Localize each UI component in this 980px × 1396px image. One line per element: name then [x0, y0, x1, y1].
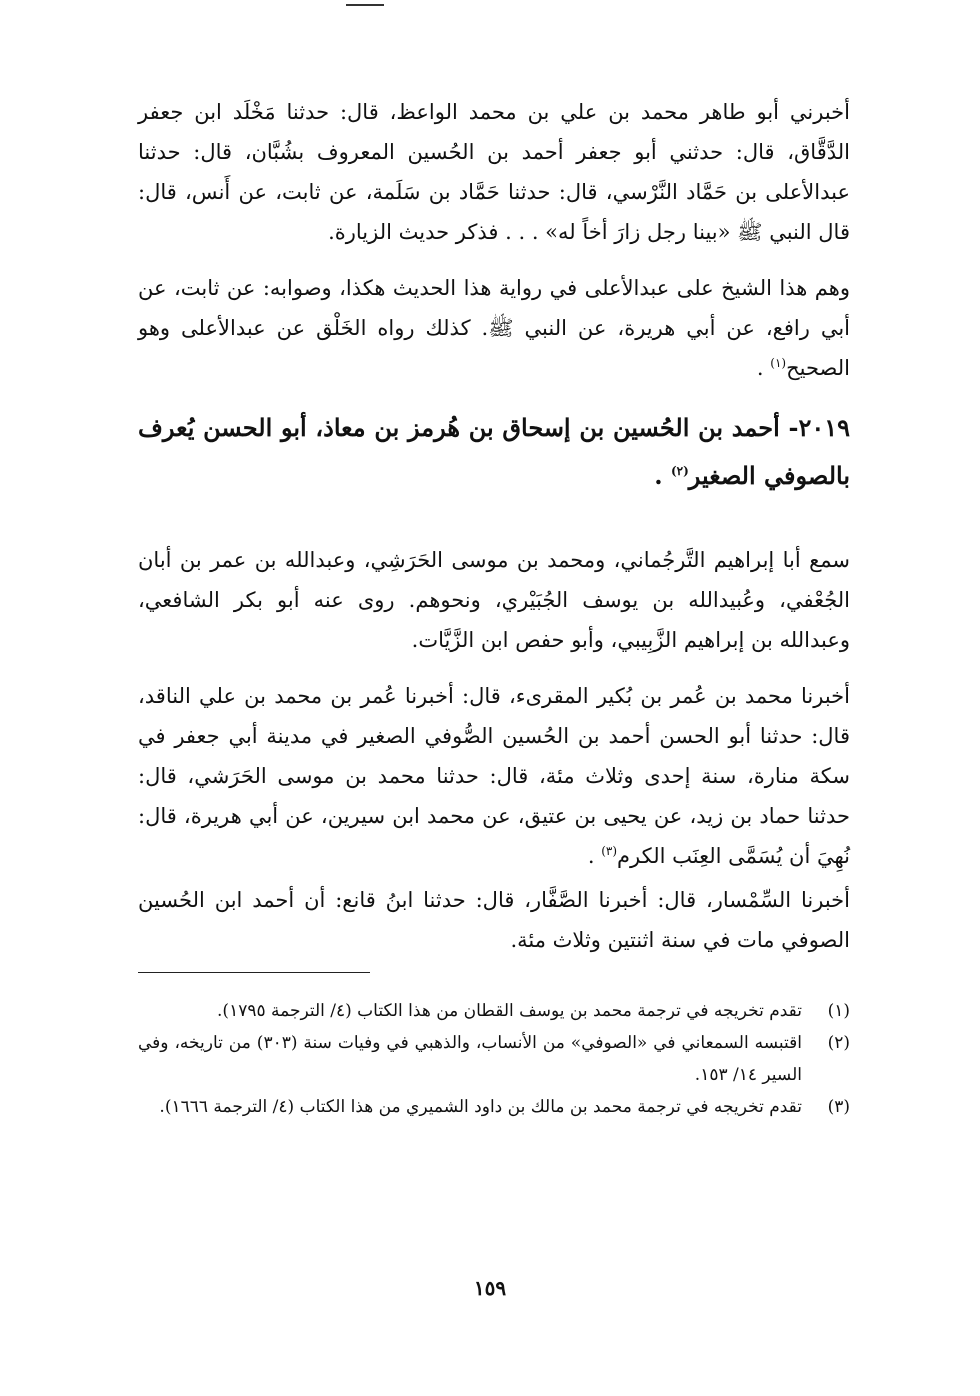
paragraph-teachers: سمع أبا إبراهيم التَّرجُماني، ومحمد بن موسى الحَرَشِي، وعبدالله بن عمر بن أبان الجُعْفي، وعُبيدالله بن يوسف الجُبَيْري، ونحوهم. روى عنه أبو بكر الشافعي، وعبدالله بن إبراهيم الزَّبِيبي، وأبو حفص ابن الزَّيَّات. [138, 548, 850, 652]
footnote-item [138, 995, 850, 1027]
footnote-item [138, 1091, 850, 1123]
footnote-separator [138, 972, 370, 973]
entry-heading-text: ٢٠١٩- أحمد بن الحُسين بن إسحاق بن هُرمز بن معاذ، أبو الحسن يُعرف بالصوفي الصغير [138, 413, 850, 490]
footnote-item [138, 1027, 850, 1091]
footnote-text: تقدم تخريجه في ترجمة محمد بن يوسف القطان من هذا الكتاب (٤/ الترجمة ١٧٩٥). [217, 1001, 802, 1021]
paragraph-hadith-2 [138, 676, 850, 876]
paragraph-hadith-2-text: أخبرنا محمد بن عُمر بن بُكير المقرىء، قال: أخبرنا عُمر بن محمد بن علي الناقد، قال: حدثنا أبو الحسن أحمد بن الحُسين الصُّوفي الصغير في مدينة أبي جعفر في سكة منارة، سنة إحدى وثلاث مئة، قال: حدثنا محمد بن موسى الحَرَشي، قال: حدثنا حماد بن زيد، عن يحيى بن عتيق، عن محمد ابن سيرين، عن أبي هريرة، قال: نُهِيَ أن يُسَمَّى العِنَب الكرم [138, 684, 850, 868]
paragraph-hadith-2-period: . [587, 844, 602, 868]
entry-heading-period: . [654, 461, 671, 490]
footnote-number: (٣) [827, 1097, 850, 1117]
paragraph-correction-period: . [756, 356, 771, 380]
page-number: ١٥٩ [473, 1276, 507, 1300]
top-rule-mark [346, 4, 384, 6]
footnote-number: (٢) [827, 1033, 850, 1053]
footnote-ref-1: (١) [770, 356, 787, 370]
footnote-number: (١) [827, 1001, 850, 1021]
paragraph-hadith-1: أخبرني أبو طاهر محمد بن علي بن محمد الواعظ، قال: حدثنا مَخْلَد ابن جعفر الدَّقَّاق، قال: حدثني أبو جعفر أحمد بن الحُسين المعروف بشُبَّان، قال: حدثنا عبدالأعلى بن حَمَّاد النَّرْسي، قال: حدثنا حَمَّاد بن سَلَمة، عن ثابت، عن أَنس، قال: قال النبي ﷺ «بينا رجل زارَ أخاً له» . . . فذكر حديث الزيارة. [138, 100, 850, 244]
page-body [138, 92, 850, 1123]
entry-heading [138, 404, 850, 500]
footnote-text: تقدم تخريجه في ترجمة محمد بن مالك بن داود الشميري من هذا الكتاب (٤/ الترجمة ١٦٦٦). [159, 1097, 802, 1117]
footnote-ref-3: (٣) [601, 844, 618, 858]
paragraph-correction [138, 268, 850, 388]
footnote-text: اقتبسه السمعاني في «الصوفي» من الأنساب، والذهبي في وفيات سنة (٣٠٣) من تاريخه، وفي السير ١٤/ ١٥٣. [138, 1033, 803, 1085]
paragraph-death: أخبرنا السِّمْسار، قال: أخبرنا الصَّفَّار، قال: حدثنا ابنُ قانع: أن أحمد ابن الحُسين الصوفي مات في سنة اثنتين وثلاث مئة. [138, 888, 850, 952]
paragraph-correction-text: وهم هذا الشيخ على عبدالأعلى في رواية هذا الحديث هكذا، وصوابه: عن ثابت، عن أبي رافع، عن أبي هريرة، عن النبي ﷺ. كذلك رواه الخَلْق عن عبدالأعلى وهو الصحيح [138, 276, 850, 380]
footnotes [138, 995, 850, 1123]
footnote-ref-2: (٢) [670, 464, 689, 478]
